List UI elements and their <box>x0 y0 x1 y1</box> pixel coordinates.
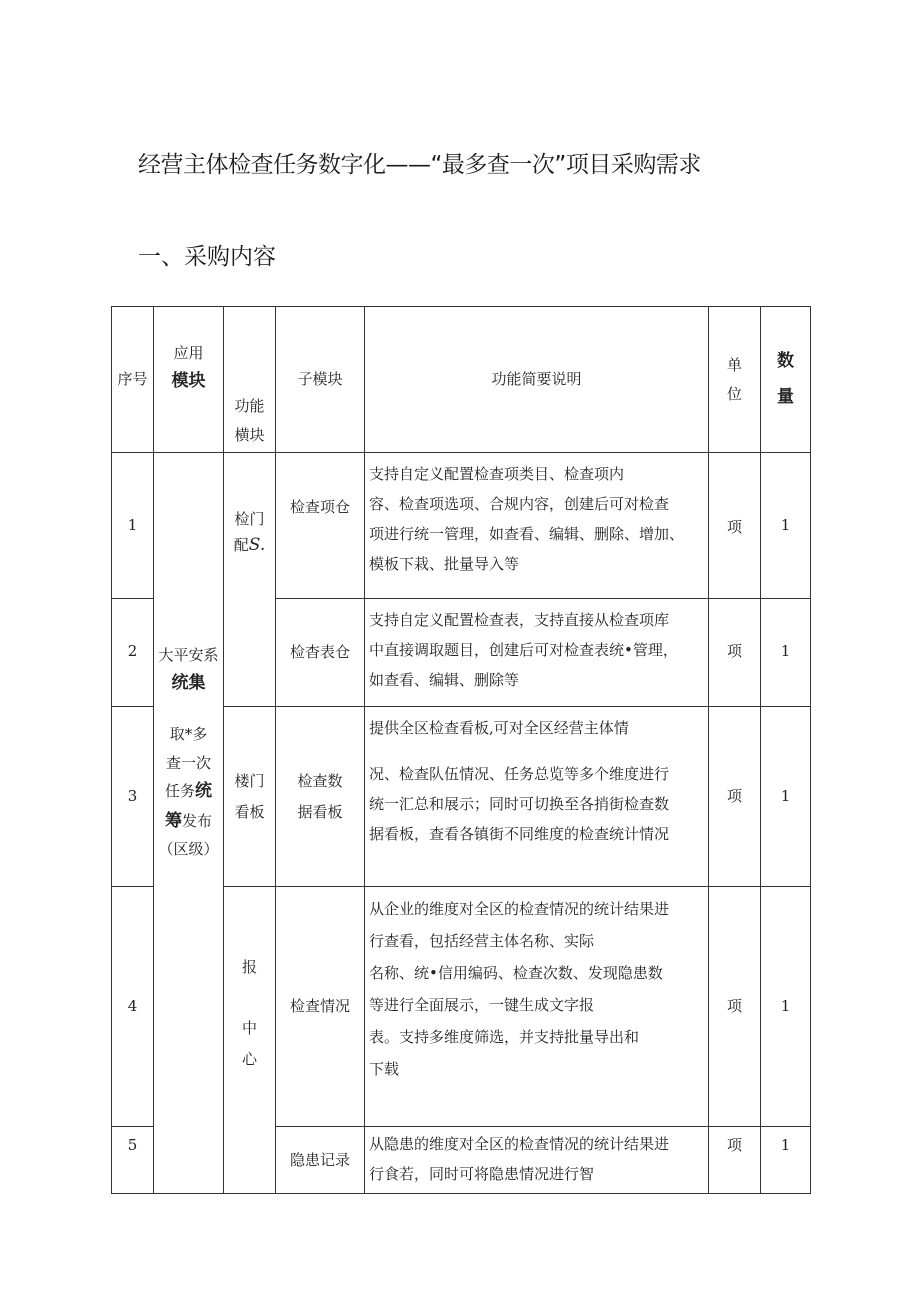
desc-line: 模板下栽、批量导入等 <box>369 555 520 573</box>
row-seq: 3 <box>112 707 154 887</box>
func-report-line1: 报 <box>241 958 257 976</box>
desc-line: 提供全区检查看板,可对全区经营主体情 <box>369 719 629 737</box>
func-report-line3: 心 <box>241 1050 257 1068</box>
desc-line: 况、检查队伍情况、任务总览等多个维度进行 <box>369 765 670 783</box>
table-row <box>112 453 811 599</box>
app-module-line6b: 发布 <box>181 811 212 830</box>
qty-cell: 1 <box>761 887 811 1127</box>
qty-cell: 1 <box>761 453 811 599</box>
app-module-line1: 大平安系 <box>158 646 219 664</box>
section-heading: 一、采购内容 <box>138 244 276 270</box>
header-seq: 序号 <box>112 307 154 453</box>
app-module-line5b: 统 <box>195 780 212 801</box>
sub-module-cell: 检查情况 <box>276 887 365 1127</box>
qty-cell: 1 <box>761 1127 811 1194</box>
app-module-line3: 取*多 <box>169 724 208 743</box>
qty-cell: 1 <box>761 599 811 707</box>
header-unit-line1: 单 <box>726 355 742 374</box>
desc-line: 项进行统一管理，如查看、编辑、删除、增加、 <box>369 525 685 543</box>
func-config-line1: 检门 <box>234 510 265 528</box>
sub-module-line1: 检查数 <box>297 771 343 790</box>
desc-line: 如查看、编辑、删除等 <box>369 671 520 689</box>
desc-line: 支持自定义配置检查表，支持直接从检查项库 <box>369 611 670 629</box>
app-module-cell <box>154 453 224 1194</box>
sub-module-cell <box>276 707 365 887</box>
header-sub-module: 子模块 <box>276 307 365 453</box>
desc-line: 下载 <box>369 1060 400 1078</box>
row-seq: 4 <box>112 887 154 1127</box>
description-cell <box>365 453 709 599</box>
desc-line: 中直接调取题目，创建后可对检查表统•管理， <box>369 641 678 659</box>
description-cell <box>365 1127 709 1194</box>
header-row <box>112 307 811 453</box>
app-module-line6a: 筹 <box>164 810 182 831</box>
document-title: 经营主体检查任务数字化——“最多查一次”项目采购需求 <box>138 152 701 178</box>
app-module-line5a: 任务 <box>164 781 195 800</box>
unit-cell: 项 <box>709 599 761 707</box>
header-qty <box>761 307 811 453</box>
desc-line: 从企业的维度对全区的检查情况的统计结果进 <box>369 900 670 918</box>
desc-line: 容、检查项选项、合规内容，创建后可对检查 <box>369 495 670 513</box>
desc-line: 名称、统•信用编码、检查次数、发现隐患数 <box>369 964 663 982</box>
func-module-report <box>224 887 276 1194</box>
func-config-line2b: S. <box>248 535 266 555</box>
sub-module-cell: 检杳表仓 <box>276 599 365 707</box>
desc-line <box>369 743 704 759</box>
row-seq: 5 <box>112 1127 154 1194</box>
desc-line: 等进行全面展示，一键生成文字报 <box>369 996 595 1014</box>
unit-cell: 项 <box>709 1127 761 1194</box>
func-board-line1: 楼门 <box>234 771 265 790</box>
header-app-module-line2: 模块 <box>171 371 206 391</box>
app-module-line5 <box>154 780 223 804</box>
desc-line: 据看板，查看各镇街不同维度的检查统计情况 <box>369 825 670 843</box>
func-config-line2a: 配 <box>233 536 249 554</box>
unit-cell: 项 <box>709 887 761 1127</box>
desc-line: 统一汇总和展示；同时可切换至各捎街检查数 <box>369 795 670 813</box>
header-app-module <box>154 307 224 453</box>
app-module-line7: （区级） <box>158 840 219 859</box>
desc-line: 从隐患的维度对全区的检查情况的统计结果进 <box>369 1135 670 1153</box>
row-seq: 2 <box>112 599 154 707</box>
sub-module-cell: 检查项仓 <box>276 453 365 599</box>
procurement-table <box>111 306 811 1194</box>
sub-module-line2: 据看板 <box>297 802 343 821</box>
app-module-line6 <box>154 810 223 834</box>
row-seq: 1 <box>112 453 154 599</box>
func-config-line2 <box>224 534 275 558</box>
header-description: 功能简要说明 <box>365 307 709 453</box>
description-cell <box>365 707 709 887</box>
func-module-board <box>224 707 276 887</box>
header-qty-line2: 量 <box>777 386 794 407</box>
func-board-line2: 看板 <box>234 802 265 821</box>
unit-cell: 项 <box>709 453 761 599</box>
sub-module-cell: 隐患记录 <box>276 1127 365 1194</box>
app-module-line2: 统集 <box>171 673 206 693</box>
header-func-module <box>224 307 276 453</box>
desc-line: 支持自定义配置检查项类目、检查项内 <box>369 465 625 483</box>
header-qty-line1: 数 <box>777 350 794 371</box>
func-module-config <box>224 453 276 707</box>
header-unit-line2: 位 <box>726 384 742 403</box>
header-app-module-line1: 应用 <box>173 344 204 362</box>
description-cell <box>365 887 709 1127</box>
description-cell <box>365 599 709 707</box>
unit-cell: 项 <box>709 707 761 887</box>
desc-line: 表。支持多维度筛选，并支持批量导出和 <box>369 1028 640 1046</box>
func-report-line2: 中 <box>241 1019 257 1037</box>
app-module-line4: 查一次 <box>165 753 211 772</box>
header-unit <box>709 307 761 453</box>
desc-line: 行食若，同时可将隐患情况进行智 <box>369 1165 595 1183</box>
header-func-module-line2: 横块 <box>234 426 265 444</box>
qty-cell: 1 <box>761 707 811 887</box>
header-func-module-line1: 功能 <box>234 397 265 415</box>
desc-line: 行查看，包括经营主体名称、实际 <box>369 932 595 950</box>
